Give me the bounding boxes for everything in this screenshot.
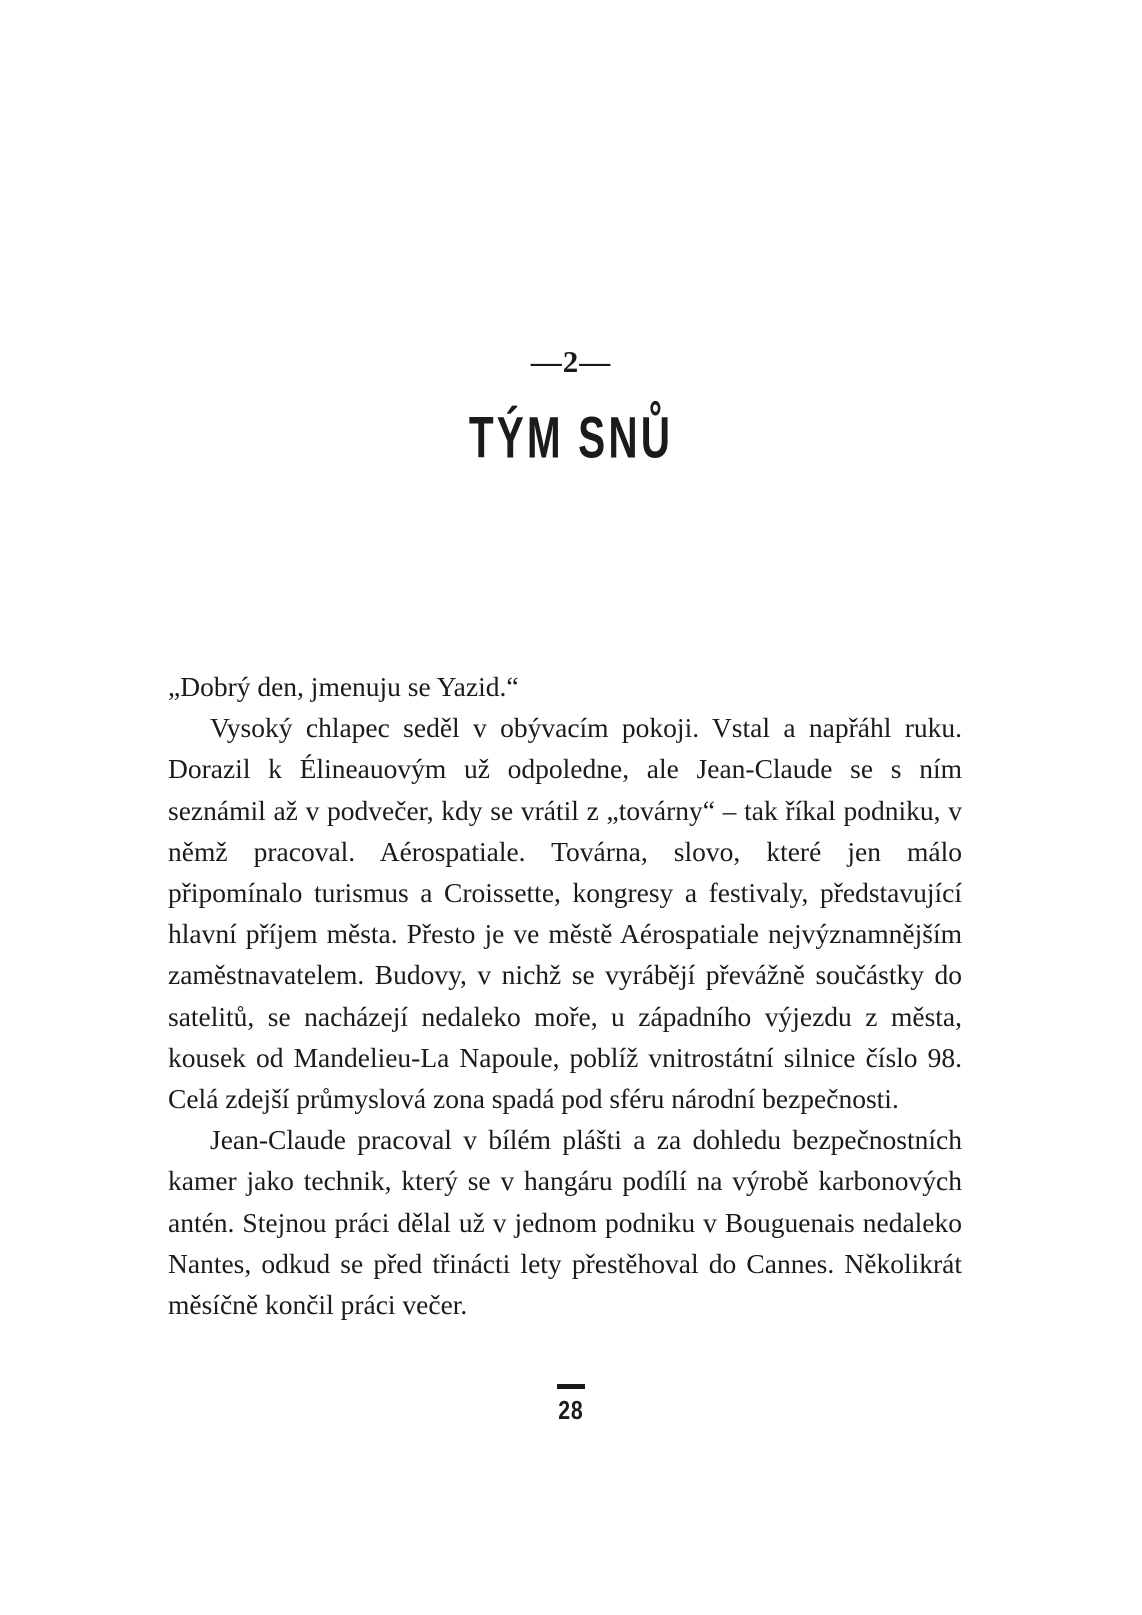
chapter-title: TÝM SNŮ xyxy=(468,406,674,472)
paragraph: Jean-Claude pracoval v bílém plášti a za dohledu bezpečnostních kamer jako technik, který se v hangáru podílí na výrobě karbonových antén. Stejnou práci dělal už v jednom podniku v Bouguenais nedaleko Nantes, odkud se před třinácti lety přestěhoval do Cannes. Několikrát měsíčně končil práci večer. xyxy=(168,1124,962,1321)
chapter-number: —2— xyxy=(530,344,612,379)
paragraph: „Dobrý den, jmenuju se Yazid.“ xyxy=(168,671,519,702)
page-number: 28 xyxy=(558,1396,584,1426)
page-number-block xyxy=(0,1384,1142,1425)
body-text xyxy=(168,666,962,1325)
page-number-rule xyxy=(557,1384,585,1389)
paragraph: Vysoký chlapec seděl v obývacím pokoji. Vstal a napřáhl ruku. Dorazil k Élineauovým už odpoledne, ale Jean-Claude se s ním seznámil až v podvečer, kdy se vrátil z „továrny“ – tak říkal podniku, v němž pracoval. Aérospatiale. Továrna, slovo, které jen málo připomínalo turismus a Croissette, kongresy a festivaly, představující hlavní příjem města. Přesto je ve městě Aérospatiale nejvýznamnějším zaměstnavatelem. Budovy, v nichž se vyrábějí převážně součástky do satelitů, se nacházejí nedaleko moře, u západního výjezdu z města, kousek od Mandelieu-La Napoule, poblíž vnitrostátní silnice číslo 98. Celá zdejší průmyslová zona spadá pod sféru národní bezpečnosti. xyxy=(168,712,962,1115)
